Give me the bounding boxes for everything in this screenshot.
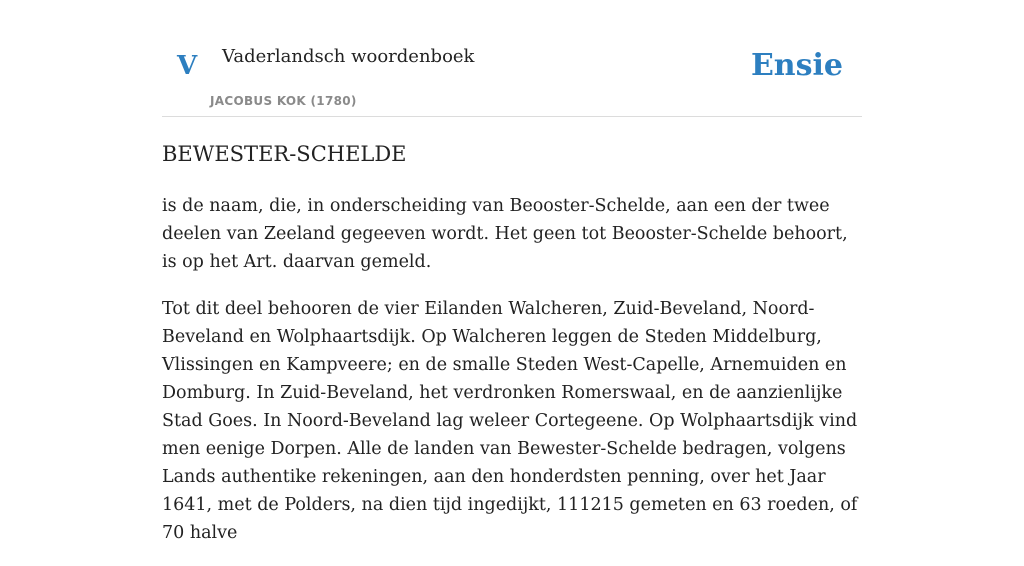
book-title-link[interactable]: Vaderlandsch woordenboek (222, 46, 475, 67)
book-letter-badge[interactable]: V (177, 51, 198, 81)
header (162, 0, 862, 117)
entry-paragraph: Tot dit deel behooren de vier Eilanden Walcheren, Zuid-Beveland, Noord-Beveland en Wolphaartsdijk. Op Walcheren leggen de Steden Middelburg, Vlissingen en Kampveere; en de smalle Steden West-Capelle, Arnemuiden en Domburg. In Zuid-Beveland, het verdronken Romerswaal, en de aanzienlijke Stad Goes. In Noord-Beveland lag weleer Cortegeene. Op Wolphaartsdijk vind men eenige Dorpen. Alle de landen van Bewester-Schelde bedragen, volgens Lands authentike rekeningen, aan den honderdsten penning, over het Jaar 1641, met de Polders, na dien tijd ingedijkt, 111215 gemeten en 63 roeden, of 70 halve (162, 299, 858, 543)
entry-title: BEWESTER-SCHELDE (162, 142, 407, 166)
entry-paragraph: is de naam, die, in onderscheiding van Beooster-Schelde, aan een der twee deelen van Zeeland gegeeven wordt. Het geen tot Beooster-Schelde behoort, is op het Art. daarvan gemeld. (162, 196, 848, 272)
entry-body (162, 192, 862, 566)
ensie-logo[interactable]: Ensie (750, 48, 843, 83)
book-author: JACOBUS KOK (1780) (210, 94, 357, 108)
